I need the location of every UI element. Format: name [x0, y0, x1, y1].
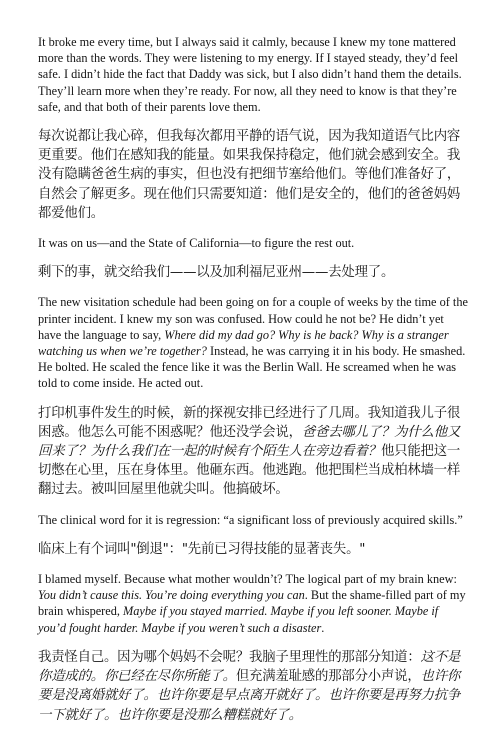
- text-segment: .: [321, 620, 325, 635]
- text-segment: 临床上有个词叫"倒退"："先前已习得技能的显著丧失。": [38, 541, 366, 557]
- chinese-paragraph: [38, 404, 468, 500]
- text-segment: 但充满羞耻感的那部分小声说，: [235, 669, 421, 685]
- english-paragraph: [38, 512, 468, 528]
- text-segment: It broke me every time, but I always said it calmly, because I knew my tone mattered more than the words. They were listening to my energy. If I stayed steady, they’d feel safe. I didn’t hide the fact that Daddy was sick, but I also didn’t hand them the details. They’ll learn more when they’re ready. For now, all they need to know is that they’re safe, and that both of their parents love them.: [38, 35, 462, 114]
- text-segment: Instead, he was carrying it in his body. He smashed. He bolted. He scaled the fence like it was the Berlin Wall. He screamed when he was told to come inside. He acted out.: [38, 344, 466, 391]
- text-segment: The clinical word for it is regression: “a significant loss of previously acquired skills.”: [38, 512, 463, 527]
- text-segment: 我责怪自己。因为哪个妈妈不会呢？我脑子里理性的那部分知道：: [38, 649, 421, 665]
- english-paragraph: [38, 235, 468, 251]
- italic-text-segment: 也许你要是没离婚就好了。也许你要是早点离开就好了。也许你要是再努力抗争一下就好了。也许你要是没那么糟糕就好了。: [38, 669, 461, 723]
- document-page: [38, 34, 468, 737]
- english-paragraph: [38, 34, 468, 115]
- text-segment: 打印机事件发生的时候，新的探视安排已经进行了几周。我知道我儿子很困惑。他怎么可能不困惑呢？他还没学会说，: [38, 405, 461, 440]
- italic-text-segment: Maybe if you stayed married. Maybe if you left sooner. Maybe if you’d fought harder. Maybe if you weren’t such a disaster: [38, 604, 439, 635]
- text-segment: The new visitation schedule had been going on for a couple of weeks by the time of the printer incident. I knew my son was confused. How could he not be? He didn’t yet have the language to say,: [38, 295, 468, 342]
- text-segment: I blamed myself. Because what mother wouldn’t? The logical part of my brain knew:: [38, 572, 457, 587]
- italic-text-segment: 爸爸去哪儿了？为什么他又回来了？为什么我们在一起的时候有个陌生人在旁边看着？: [38, 424, 461, 460]
- chinese-paragraph: [38, 540, 468, 559]
- text-segment: . But the shame-filled part of my brain whispered,: [38, 588, 466, 619]
- text-segment: 剩下的事，就交给我们——以及加利福尼亚州——去处理了。: [38, 265, 395, 281]
- chinese-paragraph: [38, 648, 468, 725]
- text-segment: 他只能把这一切憋在心里，压在身体里。他砸东西。他逃跑。他把围栏当成柏林墙一样翻过去。被叫回屋里他就尖叫。他搞破坏。: [38, 444, 461, 498]
- italic-text-segment: Where did my dad go? Why is he back? Why is a stranger watching us when we’re together?: [38, 327, 449, 359]
- italic-text-segment: 这不是你造成的。你已经在尽你所能了。: [38, 649, 461, 685]
- english-paragraph: [38, 294, 468, 391]
- italic-text-segment: You didn’t cause this. You’re doing everything you can: [38, 588, 305, 603]
- chinese-paragraph: [38, 127, 468, 223]
- chinese-paragraph: [38, 263, 468, 282]
- english-paragraph: [38, 571, 468, 636]
- text-segment: 每次说都让我心碎，但我每次都用平静的语气说，因为我知道语气比内容更重要。他们在感知我的能量。如果我保持稳定，他们就会感到安全。我没有隐瞒爸爸生病的事实，但也没有把细节塞给他们。等他们准备好了，自然会了解更多。现在他们只需要知道：他们是安全的，他们的爸爸妈妈都爱他们。: [38, 129, 461, 221]
- text-segment: It was on us—and the State of California—to figure the rest out.: [38, 236, 355, 251]
